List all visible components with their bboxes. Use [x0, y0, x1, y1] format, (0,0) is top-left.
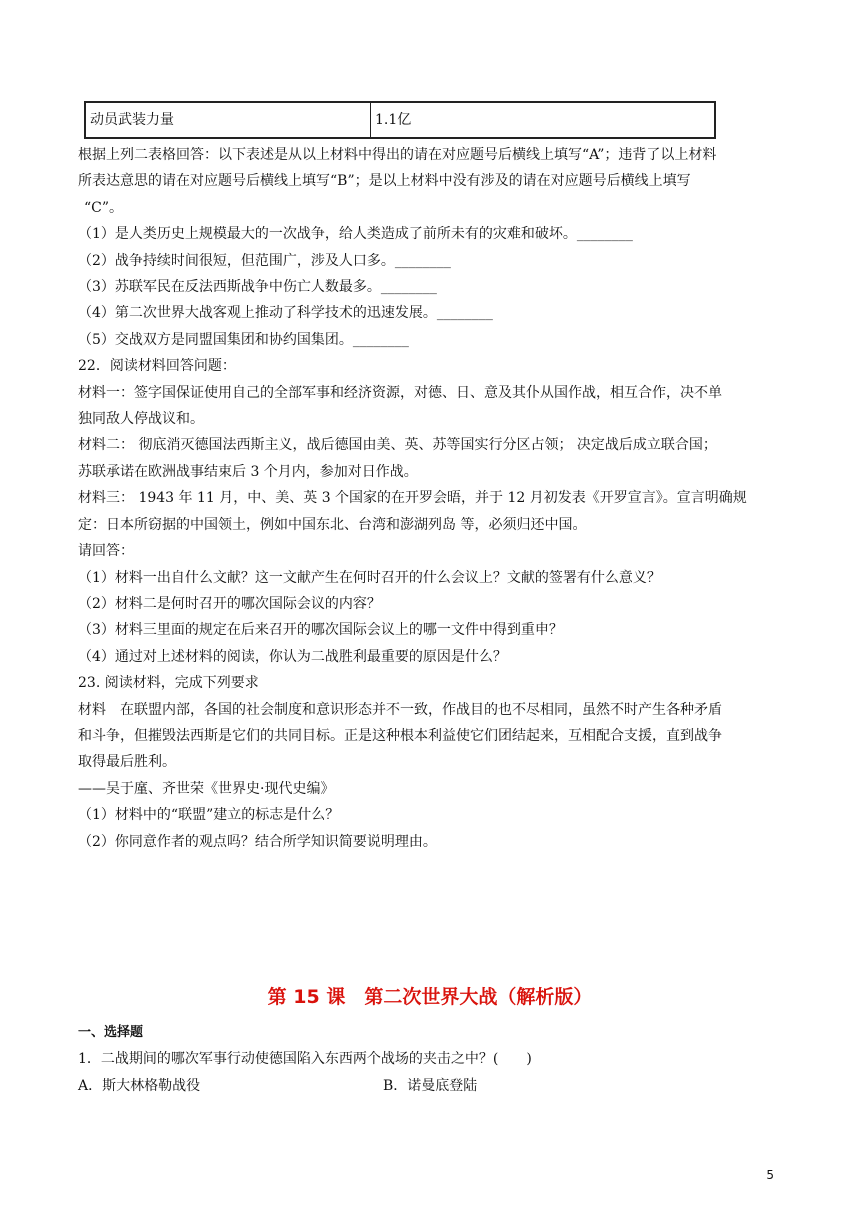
- table-cell-label: 动员武装力量: [86, 103, 371, 137]
- q21-item: （2）战争持续时间很短，但范围广，涉及人口多。________: [78, 252, 451, 269]
- instruction-line: “C”。: [84, 199, 124, 216]
- option-b: B．诺曼底登陆: [383, 1077, 478, 1094]
- option-a: A．斯大林格勒战役: [78, 1077, 201, 1094]
- q22-question: （4）通过对上述材料的阅读，你认为二战胜利最重要的原因是什么？: [78, 648, 507, 665]
- question-1: 1．二战期间的哪次军事行动使德国陷入东西两个战场的夹击之中？( ): [78, 1051, 532, 1068]
- q22-question: （3）材料三里面的规定在后来召开的哪次国际会议上的哪一文件中得到重申？: [78, 622, 563, 639]
- q21-item: （5）交战双方是同盟国集团和协约国集团。________: [78, 331, 409, 348]
- q22-question: （2）材料二是何时召开的哪次国际会议的内容？: [78, 595, 381, 612]
- q23-material-line: 和斗争，但摧毁法西斯是它们的共同目标。正是这种根本利益使它们团结起来，互相配合支援，直到战争: [78, 727, 722, 744]
- q23-source-line: ——吴于廑、齐世荣《世界史·现代史编》: [78, 780, 335, 797]
- q21-item: （4）第二次世界大战客观上推动了科学技术的迅速发展。________: [78, 305, 493, 322]
- q22-material-line: 定：日本所窃据的中国领土，例如中国东北、台湾和澎湖列岛 等，必须归还中国。: [78, 516, 587, 533]
- q22-material-line: 材料二： 彻底消灭德国法西斯主义，战后德国由美、英、苏等国实行分区占领； 决定战后成立联合国；: [78, 437, 717, 454]
- q21-item: （1）是人类历史上规模最大的一次战争，给人类造成了前所未有的灾难和破坏。________: [78, 226, 633, 243]
- q22-material-line: 材料三： 1943 年 11 月，中、美、英 3 个国家的在开罗会晤，并于 12 月初发表《开罗宣言》。宣言明确规: [78, 490, 747, 507]
- q23-question: （2）你同意作者的观点吗？结合所学知识简要说明理由。: [78, 833, 437, 850]
- q22-material-line: 请回答：: [78, 543, 134, 560]
- q23-material-line: 材料 在联盟内部，各国的社会制度和意识形态并不一致，作战目的也不尽相同，虽然不时产生各种矛盾: [78, 701, 722, 718]
- q22-material-line: 独同敌人停战议和。: [78, 411, 204, 428]
- q21-item: （3）苏联军民在反法西斯战争中伤亡人数最多。________: [78, 279, 437, 296]
- q22-question: （1）材料一出自什么文献？这一文献产生在何时召开的什么会议上？文献的签署有什么意义？: [78, 569, 661, 586]
- page-number: 5: [766, 1168, 774, 1182]
- q22-heading: 22．阅读材料回答问题：: [78, 358, 236, 375]
- q22-material-line: 苏联承诺在欧洲战事结束后 3 个月内，参加对日作战。: [78, 463, 418, 480]
- q23-material-line: 取得最后胜利。: [78, 754, 176, 771]
- section-title: 一、选择题: [78, 1025, 144, 1040]
- q23-heading: 23. 阅读材料，完成下列要求: [78, 675, 259, 692]
- lesson-title: 第 15 课 第二次世界大战（解析版）: [267, 986, 593, 1008]
- choice-section: [78, 1020, 790, 1099]
- instruction-line: 根据上列二表格回答：以下表述是从以上材料中得出的请在对应题号后横线上填写“A”；违背了以上材料: [78, 147, 717, 163]
- q23-question: （1）材料中的“联盟”建立的标志是什么？: [78, 807, 340, 824]
- question-1-options: [78, 1073, 790, 1099]
- q22-material-line: 材料一：签字国保证使用自己的全部军事和经济资源，对德、日、意及其仆从国作战，相互合作，决不单: [78, 384, 722, 401]
- data-table: [84, 101, 716, 139]
- instruction-line: 所表达意思的请在对应题号后横线上填写“B”；是以上材料中没有涉及的请在对应题号后横线上填写: [78, 173, 691, 190]
- table-cell-value: 1.1亿: [375, 112, 412, 128]
- body-text: [78, 142, 790, 855]
